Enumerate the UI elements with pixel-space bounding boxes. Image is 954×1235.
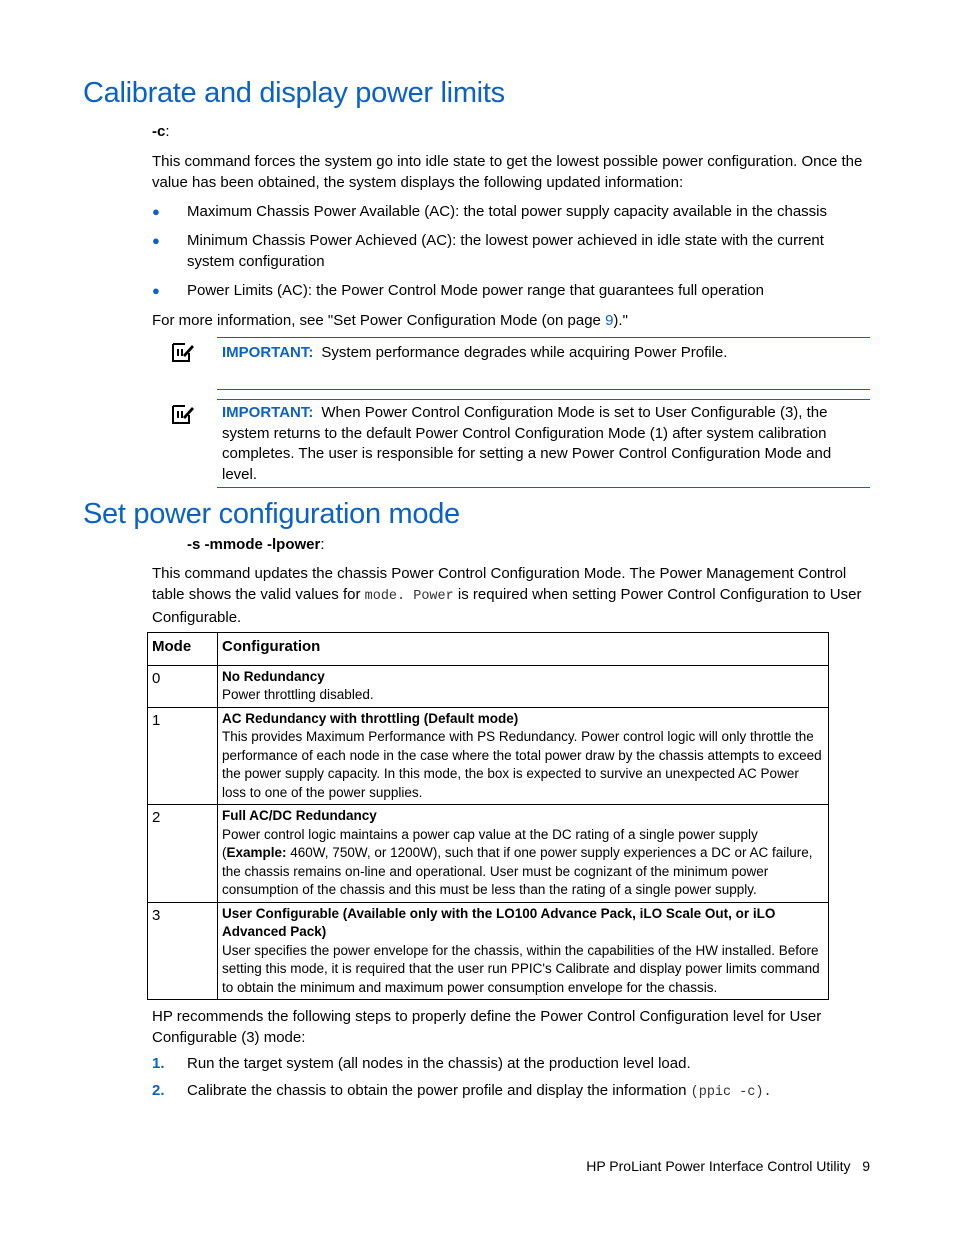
power-mode-table (147, 632, 829, 1000)
set-mode-intro: This command updates the chassis Power Control Configuration Mode. The Power Management Control table shows the valid values for mode. Power is required when setting Power Control Configuration to User Configurable. (152, 565, 862, 626)
important-note: IMPORTANT: System performance degrades while acquiring Power Profile. (217, 337, 870, 390)
page-number: 9 (862, 1158, 870, 1174)
recommend-text: HP recommends the following steps to properly define the Power Control Configuration level for User Configurable (3) mode: (152, 1008, 822, 1046)
important-note-icon (169, 340, 195, 364)
mode-value: 1 (148, 707, 218, 805)
option-c: -c: (152, 123, 170, 140)
table-row (148, 707, 829, 805)
mode-config: User Configurable (Available only with the LO100 Advance Pack, iLO Scale Out, or iLO Advanced Pack) User specifies the power envelope for the chassis, within the capabilities of the HW installed. Before setting this mode, it is required that the user run PPIC's Calibrate and display power limits command to obtain the minimum and maximum power consumption envelope for the chassis. (218, 902, 829, 1000)
mode-config: No Redundancy Power throttling disabled. (218, 665, 829, 707)
mode-config: Full AC/DC Redundancy Power control logic maintains a power cap value at the DC rating of a single power supply (Example: 460W, 750W, or 1200W), such that if one power supply experiences a DC or AC failure, the chassis remains on-line and operational. User must be cognizant of the minimum power consumption of the chassis and this must be less than the rating of a single power supply. (218, 805, 829, 903)
mode-config: AC Redundancy with throttling (Default mode) This provides Maximum Performance with PS Redundancy. Power control logic will only throttle the performance of each node in the case where the total power draw by the chassis attempts to exceed the power supply capacity. In this mode, the box is expected to survive an unexpected AC Power loss to one of the power supplies. (218, 707, 829, 805)
bullet-icon: ● (152, 233, 160, 248)
table-header-row (148, 633, 829, 666)
important-note-icon (169, 402, 195, 426)
more-info: For more information, see "Set Power Configuration Mode (on page 9)." (152, 312, 628, 329)
page-footer: HP ProLiant Power Interface Control Utility 9 (586, 1158, 870, 1174)
mode-value: 2 (148, 805, 218, 903)
important-note: IMPORTANT: When Power Control Configuration Mode is set to User Configurable (3), the system returns to the default Power Control Configuration Mode (1) after system calibration completes. The user is responsible for setting a new Power Control Configuration Mode and level. (217, 399, 870, 488)
mode-value: 0 (148, 665, 218, 707)
calibrate-intro: This command forces the system go into idle state to get the lowest possible power configuration. Once the value has been obtained, the system displays the following updated information: (152, 153, 863, 191)
option-s: -s -mmode -lpower: (187, 536, 325, 553)
table-row (148, 902, 829, 1000)
header-mode: Mode (148, 633, 218, 666)
bullet-icon: ● (152, 283, 160, 298)
bullet-icon: ● (152, 204, 160, 219)
section-title-calibrate: Calibrate and display power limits (83, 77, 505, 109)
section-title-set-mode: Set power configuration mode (83, 498, 460, 530)
header-configuration: Configuration (218, 633, 829, 666)
table-row (148, 665, 829, 707)
table-row (148, 805, 829, 903)
mode-value: 3 (148, 902, 218, 1000)
page-link[interactable]: 9 (605, 312, 614, 329)
